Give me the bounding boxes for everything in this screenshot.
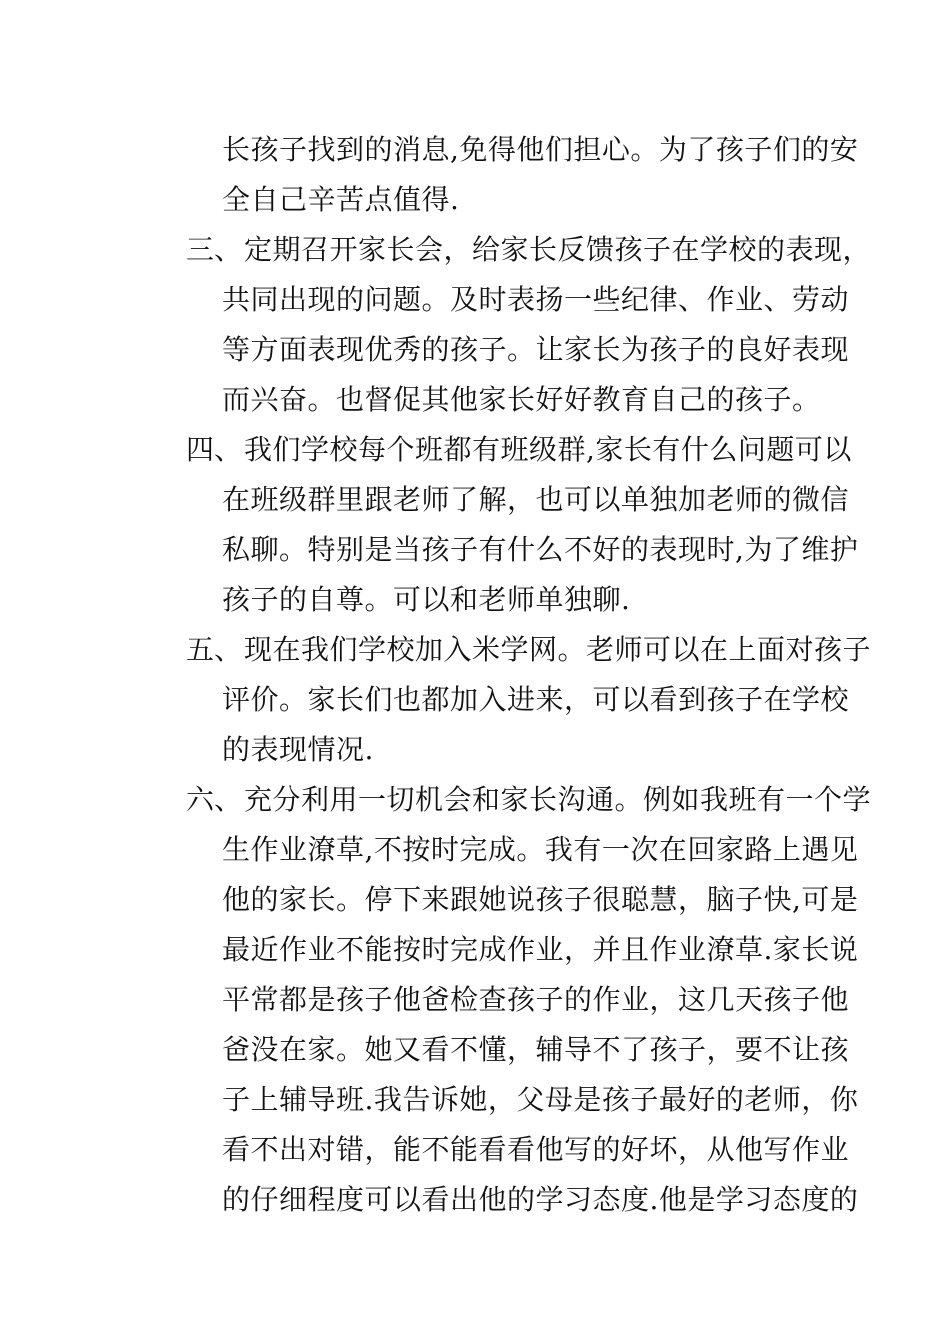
text-line: 孩子的自尊。可以和老师单独聊. bbox=[222, 583, 631, 616]
text-line: 定期召开家长会，给家长反馈孩子在学校的表现， bbox=[244, 233, 872, 266]
text-line: 爸没在家。她又看不懂，辅导不了孩子，要不让孩 bbox=[222, 1033, 850, 1066]
text-line: 在班级群里跟老师了解，也可以单独加老师的微信 bbox=[222, 483, 850, 516]
text-line: 等方面表现优秀的孩子。让家长为孩子的良好表现 bbox=[222, 333, 850, 366]
text-line: 全自己辛苦点值得. bbox=[222, 183, 460, 216]
text-line: 共同出现的问题。及时表扬一些纪律、作业、劳动 bbox=[222, 283, 850, 316]
item-number: 四、 bbox=[186, 433, 243, 466]
text-line: 平常都是孩子他爸检查孩子的作业，这几天孩子他 bbox=[222, 983, 850, 1016]
text-line: 的表现情况. bbox=[222, 733, 374, 766]
text-line: 而兴奋。也督促其他家长好好教育自己的孩子。 bbox=[222, 383, 821, 416]
text-line: 看不出对错，能不能看看他写的好坏，从他写作业 bbox=[222, 1133, 850, 1166]
text-line: 他的家长。停下来跟她说孩子很聪慧，脑子快,可是 bbox=[222, 883, 859, 916]
text-line: 现在我们学校加入米学网。老师可以在上面对孩子 bbox=[244, 633, 872, 666]
text-line: 的仔细程度可以看出他的学习态度.他是学习态度的 bbox=[222, 1183, 859, 1216]
text-line: 生作业潦草,不按时完成。我有一次在回家路上遇见 bbox=[222, 833, 859, 866]
text-line: 私聊。特别是当孩子有什么不好的表现时,为了维护 bbox=[222, 533, 859, 566]
item-number: 三、 bbox=[186, 233, 243, 266]
text-line: 子上辅导班.我告诉她，父母是孩子最好的老师，你 bbox=[222, 1083, 859, 1116]
text-line: 充分利用一切机会和家长沟通。例如我班有一个学 bbox=[244, 783, 872, 816]
item-number: 六、 bbox=[186, 783, 243, 816]
text-line: 评价。家长们也都加入进来，可以看到孩子在学校 bbox=[222, 683, 850, 716]
text-line: 最近作业不能按时完成作业，并且作业潦草.家长说 bbox=[222, 933, 859, 966]
text-line: 我们学校每个班都有班级群,家长有什么问题可以 bbox=[244, 433, 852, 466]
text-line: 长孩子找到的消息,免得他们担心。为了孩子们的安 bbox=[222, 133, 859, 166]
item-number: 五、 bbox=[186, 633, 243, 666]
